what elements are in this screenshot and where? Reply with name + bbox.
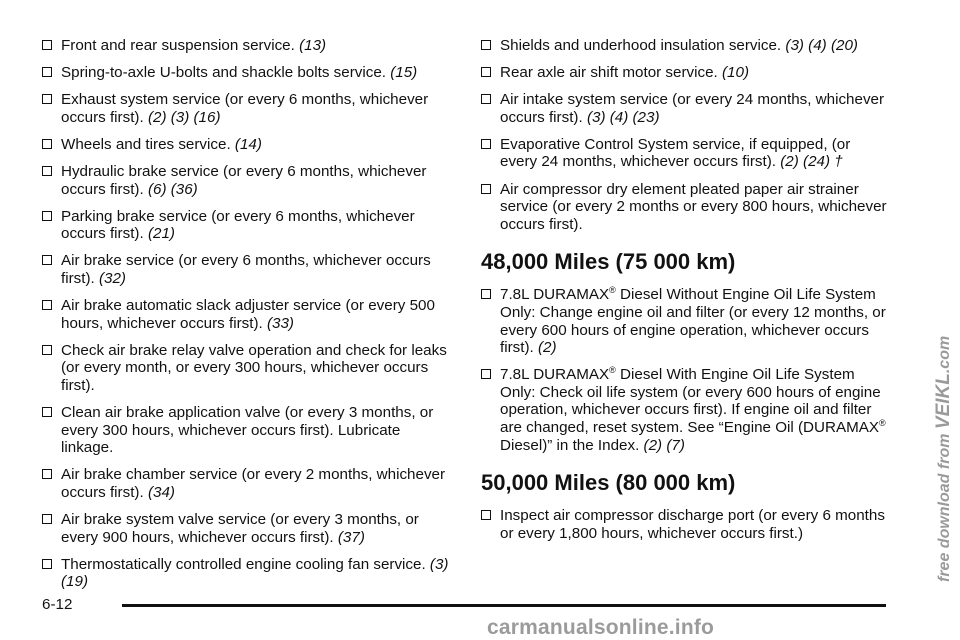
right-checklist [481,37,891,233]
item-text: Wheels and tires service. [61,135,231,153]
registered-mark: ® [609,285,616,296]
item-reference: (2) [537,339,557,357]
watermark-side-prefix: free download from [936,433,953,582]
checkbox-icon [42,255,52,265]
checkbox-icon [42,469,52,479]
checklist-item [42,91,452,126]
checklist-item [481,366,891,454]
item-reference: (15) [390,64,418,82]
item-reference: (21) [147,225,175,243]
checklist-item [42,208,452,243]
registered-mark: ® [609,365,616,376]
checkbox-icon [481,139,491,149]
item-text: Parking brake service (or every 6 months, whichever occurs first). [61,207,415,243]
item-text: Check air brake relay valve operation and check for leaks (or every month, or every 300 hours, whichever occurs first). [61,341,447,394]
item-text: Rear axle air shift motor service. [500,64,718,82]
checkbox-icon [42,94,52,104]
watermark-side-brand: VEIKL [933,373,954,430]
checkbox-icon [42,559,52,569]
checklist-item [481,181,891,234]
checklist-item [42,136,452,154]
checkbox-icon [42,345,52,355]
item-text: Thermostatically controlled engine cooling fan service. [61,555,426,573]
watermark-side-suffix: .com [936,335,953,374]
item-text-a: 7.8L DURAMAX [500,366,610,384]
item-reference: (3) (4) (23) [586,108,660,126]
item-reference: (14) [234,135,262,153]
item-reference: (2) (7) [643,436,685,454]
checklist-item [42,163,452,198]
item-text: Front and rear suspension service. [61,37,295,54]
page-number: 6-12 [42,596,73,613]
checkbox-icon [481,40,491,50]
checkbox-icon [42,211,52,221]
checklist-item [481,37,891,55]
checkbox-icon [481,510,491,520]
watermark-side [934,336,955,582]
checkbox-icon [42,300,52,310]
checklist-item [481,91,891,126]
left-column [42,37,452,600]
checkbox-icon [42,67,52,77]
item-reference: (13) [299,37,327,54]
item-text: Air brake system valve service (or every 3 months, or every 900 hours, whichever occurs first). [61,510,419,546]
checkbox-icon [481,369,491,379]
checklist-item [42,404,452,457]
item-reference: (3) (19) [61,555,449,591]
checkbox-icon [481,184,491,194]
right-column [481,37,891,552]
checkbox-icon [481,94,491,104]
item-text-b: Diesel With Engine Oil Life System Only: Check oil life system (or every 600 hours of engine operation, whichever occurs first). If engine oil and filter are changed, reset system. See “Engine Oil (DURAMAX [500,366,881,436]
checklist-item [42,342,452,395]
item-text: Spring-to-axle U-bolts and shackle bolts service. [61,64,386,82]
item-reference: (32) [98,269,126,287]
checklist-item [481,507,891,542]
item-text-c: Diesel)” in the Index. [500,436,640,454]
item-reference: (2) (3) (16) [147,108,221,126]
checkbox-icon [481,67,491,77]
item-text: Evaporative Control System service, if equipped, (or every 24 months, whichever occurs first). [500,135,851,171]
item-reference: (34) [147,483,175,501]
item-text-a: 7.8L DURAMAX [500,286,610,304]
item-reference: (37) [337,528,365,546]
checkbox-icon [42,139,52,149]
checklist-item [42,252,452,287]
item-text: Air brake chamber service (or every 2 months, whichever occurs first). [61,466,446,501]
item-reference: (2) (24) † [780,153,843,171]
registered-mark: ® [879,417,886,428]
checkbox-icon [42,40,52,50]
left-checklist [42,37,452,591]
item-text: Shields and underhood insulation service. [500,37,782,54]
item-text: Air brake service (or every 6 months, whichever occurs first). [61,252,431,287]
checkbox-icon [42,166,52,176]
item-reference: (10) [722,64,750,82]
item-text: Exhaust system service (or every 6 months, whichever occurs first). [61,91,429,126]
checklist-item [481,136,891,171]
checklist-item [481,286,891,356]
checklist-item [481,64,891,82]
footer-rule [122,604,886,607]
checklist-item [42,556,452,591]
item-text: Air intake system service (or every 24 months, whichever occurs first). [500,91,885,126]
watermark-bottom: carmanualsonline.info [487,616,715,639]
checkbox-icon [481,289,491,299]
checklist-item [42,511,452,546]
checkbox-icon [42,514,52,524]
checklist-item [42,37,452,55]
checklist-item [42,466,452,501]
item-reference: (3) (4) (20) [785,37,858,54]
checkbox-icon [42,407,52,417]
section-heading-50000: 50,000 Miles (80 000 km) [481,470,736,496]
item-text: Air compressor dry element pleated paper air strainer service (or every 2 months or every 800 hours, whichever occurs first). [500,180,887,233]
item-text: Air brake automatic slack adjuster service (or every 500 hours, whichever occurs first). [61,297,435,332]
section-heading-48000: 48,000 Miles (75 000 km) [481,249,736,275]
item-reference: (33) [266,314,294,332]
item-text-b: Diesel Without Engine Oil Life System Only: Change engine oil and filter (or every 12 months, or every 600 hours of engine operation, whichever occurs first). [500,286,886,357]
checklist-item [42,64,452,82]
item-reference: (6) (36) [147,180,198,198]
item-text: Inspect air compressor discharge port (or every 6 months or every 1,800 hours, whichever occurs first.) [500,507,885,542]
checklist-item [42,297,452,332]
item-text: Clean air brake application valve (or every 3 months, or every 300 hours, whichever occurs first). Lubricate linkage. [61,404,434,457]
item-text: Hydraulic brake service (or every 6 months, whichever occurs first). [61,162,427,198]
